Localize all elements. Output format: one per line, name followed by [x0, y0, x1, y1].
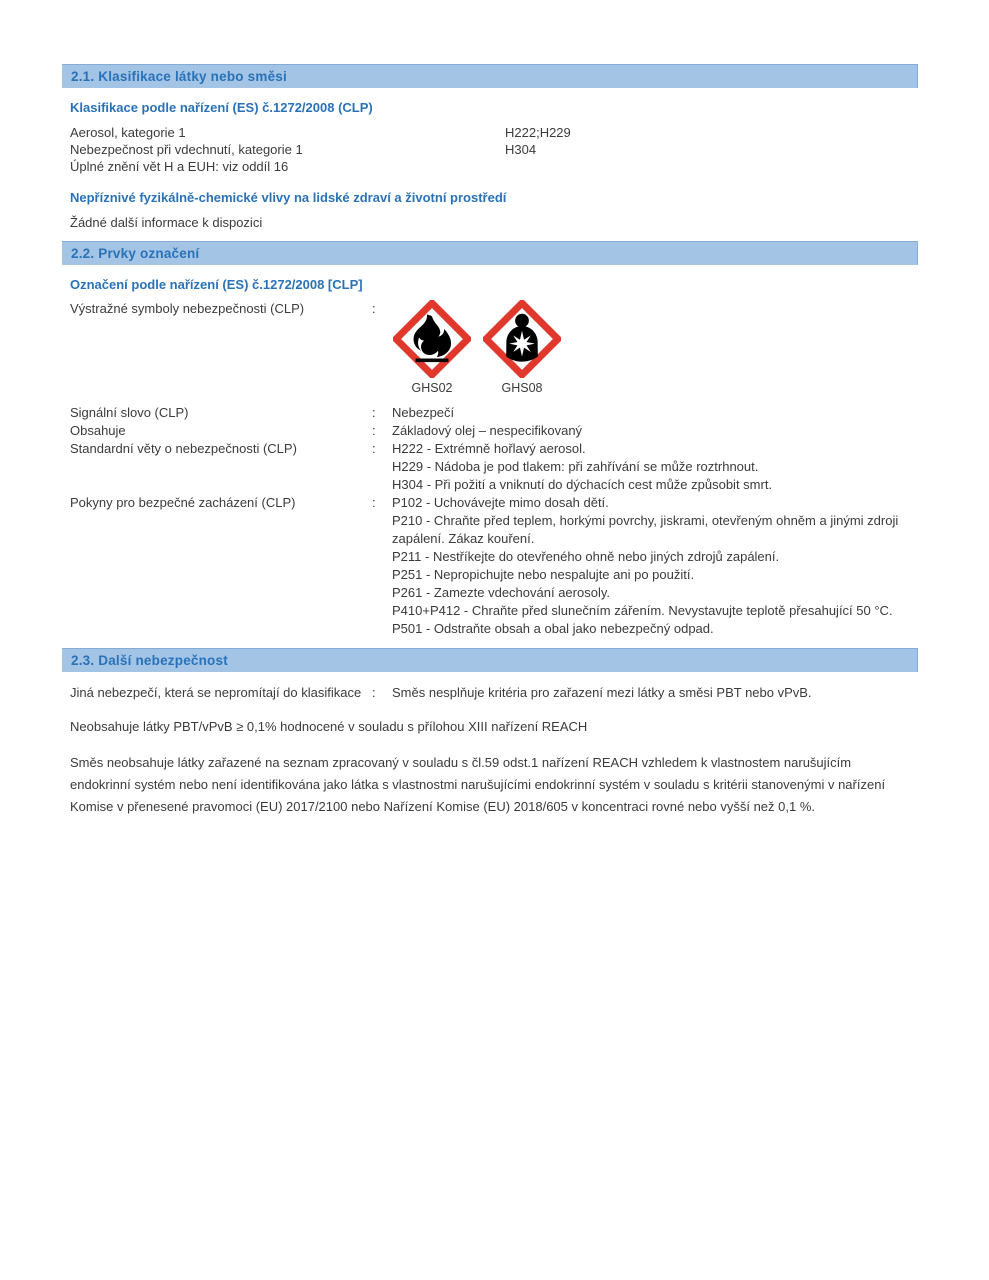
- colon-separator: :: [372, 685, 376, 700]
- health-hazard-icon: [483, 300, 561, 378]
- precautionary-statement: P501 - Odstraňte obsah a obal jako nebezpečný odpad.: [392, 621, 714, 636]
- subheading-clp-classification: Klasifikace podle nařízení (ES) č.1272/2008 (CLP): [70, 100, 373, 115]
- colon-separator: :: [372, 495, 376, 510]
- pictogram-strip: [392, 300, 918, 395]
- signal-word-row: [70, 404, 918, 422]
- pictogram-code: GHS08: [501, 381, 543, 395]
- hazard-codes: H304: [505, 142, 537, 157]
- signal-word-value: Nebezpečí: [392, 405, 455, 420]
- page-content: [62, 64, 918, 818]
- classification-row: [70, 124, 918, 141]
- other-hazards-value: Směs nesplňuje kritéria pro zařazení mezi látky a směsi PBT nebo vPvB.: [392, 685, 812, 700]
- adverse-effects-text: Žádné další informace k dispozici: [70, 215, 263, 230]
- hazard-statements-row: [70, 440, 918, 494]
- section-header-classification: 2.1. Klasifikace látky nebo směsi: [62, 64, 918, 88]
- precautionary-statement: P102 - Uchovávejte mimo dosah dětí.: [392, 495, 609, 510]
- contains-value: Základový olej – nespecifikovaný: [392, 423, 583, 438]
- subheading-adverse-effects: Nepříznivé fyzikálně-chemické vlivy na lidské zdraví a životní prostředí: [70, 190, 507, 205]
- flame-icon: [393, 300, 471, 378]
- hazard-pictograms-row: [70, 300, 918, 395]
- colon-separator: :: [372, 441, 376, 456]
- precautionary-statements-row: [70, 494, 918, 638]
- hazard-codes: H222;H229: [505, 125, 571, 140]
- other-hazards-row: [70, 684, 918, 702]
- field-label-signal-word: Signální slovo (CLP): [70, 405, 189, 420]
- contains-row: [70, 422, 918, 440]
- ghs08-health-hazard-pictogram: [482, 300, 562, 395]
- field-label-precautionary-statements: Pokyny pro bezpečné zacházení (CLP): [70, 495, 296, 510]
- colon-separator: :: [372, 423, 376, 438]
- precautionary-statement: P410+P412 - Chraňte před slunečním zářením. Nevystavujte teplotě přesahující 50 °C.: [392, 603, 893, 618]
- precautionary-statements-list: [392, 494, 918, 638]
- precautionary-statement: P261 - Zamezte vdechování aerosoly.: [392, 585, 610, 600]
- endocrine-disruptor-note: Směs neobsahuje látky zařazené na seznam zpracovaný v souladu s čl.59 odst.1 nařízení REACH vzhledem k vlastnostem narušujícím endokrinní systém nebo není identifikována jako látka s vlastnostmi narušujícími endokrinní systém v souladu s kritérii stanovenými v nařízení Komise v přenesené pravomoci (EU) 2017/2100 nebo Nařízení Komise (EU) 2018/605 v koncentraci rovné nebo vyšší než 0,1 %.: [70, 755, 886, 814]
- precautionary-statement: P251 - Nepropichujte nebo nespalujte ani po použití.: [392, 567, 695, 582]
- field-label-other-hazards: Jiná nebezpečí, která se nepromítají do klasifikace: [70, 685, 362, 700]
- pictogram-code: GHS02: [411, 381, 453, 395]
- classification-row: [70, 141, 918, 158]
- subheading-clp-labelling: Označení podle nařízení (ES) č.1272/2008 [CLP]: [70, 277, 363, 292]
- pbt-vpvb-note: Neobsahuje látky PBT/vPvB ≥ 0,1% hodnocené v souladu s přílohou XIII nařízení REACH: [70, 719, 588, 734]
- hazard-statement: H304 - Při požití a vniknutí do dýchacích cest může způsobit smrt.: [392, 477, 773, 492]
- classification-table: [70, 124, 918, 175]
- section-header-other-hazards: 2.3. Další nebezpečnost: [62, 648, 918, 672]
- field-label-contains: Obsahuje: [70, 423, 126, 438]
- colon-separator: :: [372, 301, 376, 316]
- hazard-statements-list: [392, 440, 918, 494]
- section-header-label-elements: 2.2. Prvky označení: [62, 241, 918, 265]
- hazard-statement: H229 - Nádoba je pod tlakem: při zahřívání se může roztrhnout.: [392, 459, 759, 474]
- field-label-pictograms: Výstražné symboly nebezpečnosti (CLP): [70, 301, 305, 316]
- ghs02-flame-pictogram: [392, 300, 472, 395]
- full-text-reference-note: Úplné znění vět H a EUH: viz oddíl 16: [70, 159, 289, 174]
- colon-separator: :: [372, 405, 376, 420]
- field-label-hazard-statements: Standardní věty o nebezpečnosti (CLP): [70, 441, 297, 456]
- classification-category: Nebezpečnost při vdechnutí, kategorie 1: [70, 142, 303, 157]
- classification-category: Aerosol, kategorie 1: [70, 125, 186, 140]
- precautionary-statement: P210 - Chraňte před teplem, horkými povrchy, jiskrami, otevřeným ohněm a jinými zdroji zapálení. Zákaz kouření.: [392, 513, 899, 546]
- hazard-statement: H222 - Extrémně hořlavý aerosol.: [392, 441, 586, 456]
- precautionary-statement: P211 - Nestříkejte do otevřeného ohně nebo jiných zdrojů zapálení.: [392, 549, 780, 564]
